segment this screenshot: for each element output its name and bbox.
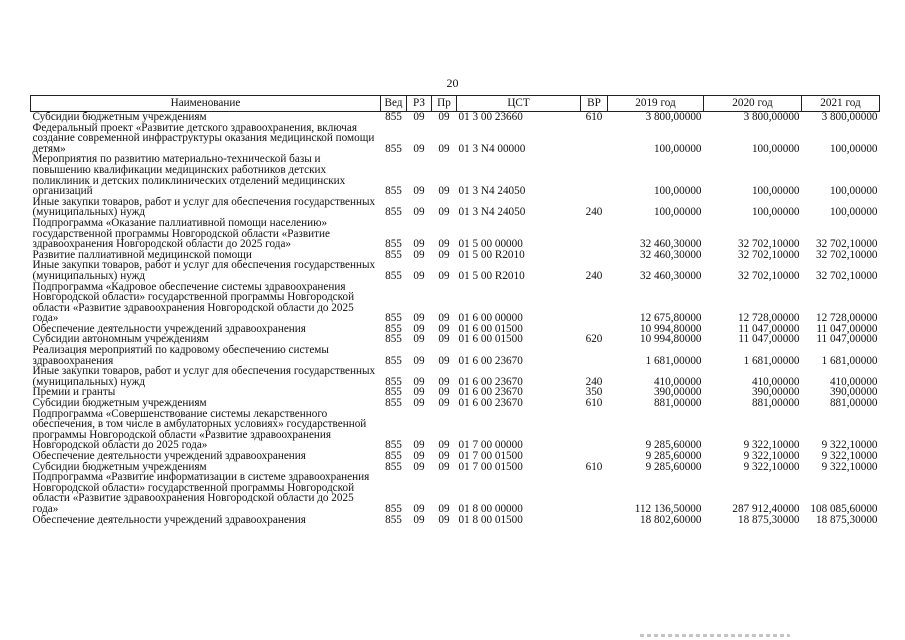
row-pr: 09 <box>438 354 450 367</box>
header-rz: РЗ <box>407 96 432 112</box>
header-vr: ВР <box>581 96 608 112</box>
row-cst: 01 6 00 23670 <box>458 397 523 410</box>
row-cst: 01 3 N4 00000 <box>458 142 526 155</box>
row-vr <box>581 409 608 451</box>
row-2019: 10 994,80000 <box>639 333 702 346</box>
row-ved: 855 <box>385 354 402 367</box>
row-ved: 855 <box>385 312 402 325</box>
row-2019: 3 800,00000 <box>645 111 702 123</box>
row-ved: 855 <box>385 397 402 410</box>
row-2020: 881,00000 <box>751 397 800 410</box>
row-pr: 09 <box>438 450 450 462</box>
table-row <box>31 197 880 218</box>
row-2019: 9 285,60000 <box>645 439 702 452</box>
row-2021: 3 800,00000 <box>821 111 878 123</box>
row-2021: 100,00000 <box>829 142 878 155</box>
row-pr: 09 <box>438 397 450 410</box>
row-vr: 240 <box>585 206 603 219</box>
row-name: Субсидии бюджетным учреждениям <box>32 397 207 410</box>
row-pr: 09 <box>438 502 450 515</box>
table-row <box>31 345 880 366</box>
header-cst: ЦСТ <box>457 96 581 112</box>
row-rz: 09 <box>413 450 425 462</box>
row-2021: 410,00000 <box>829 375 878 388</box>
row-pr: 09 <box>438 142 450 155</box>
row-ved: 855 <box>385 322 402 335</box>
row-2020: 9 322,10000 <box>743 450 800 462</box>
page-number: 20 <box>446 76 459 90</box>
header-row <box>31 96 880 112</box>
row-cst: 01 3 00 23660 <box>458 111 523 123</box>
row-ved: 855 <box>385 502 402 515</box>
row-vr <box>581 250 608 261</box>
row-2020: 100,00000 <box>751 206 800 219</box>
row-ved: 855 <box>385 333 402 346</box>
row-cst: 01 5 00 R2010 <box>458 248 525 261</box>
row-2020: 3 800,00000 <box>743 111 800 123</box>
row-name: Иные закупки товаров, работ и услуг для обеспечения государственных (муниципальных) нужд <box>32 365 376 388</box>
row-name: Обеспечение деятельности учреждений здравоохранения <box>32 450 306 462</box>
header-ved: Вед <box>381 96 407 112</box>
row-ved: 855 <box>385 450 402 462</box>
row-rz: 09 <box>413 185 425 198</box>
row-2019: 18 802,60000 <box>639 513 702 526</box>
row-2019: 100,00000 <box>653 142 702 155</box>
row-vr <box>581 345 608 366</box>
row-vr: 620 <box>585 333 603 346</box>
row-name: Подпрограмма «Развитие информатизации в системе здравоохранения Новгородской области» государственной программы Новгородской области «Развитие здравоохранения Новгородской области до 2025 года» <box>32 471 370 515</box>
row-2020: 32 702,10000 <box>737 248 800 261</box>
row-pr: 09 <box>438 248 450 261</box>
row-rz: 09 <box>413 333 425 346</box>
row-ved: 855 <box>385 111 402 123</box>
row-2020: 390,00000 <box>751 386 800 399</box>
row-rz: 09 <box>413 248 425 261</box>
row-cst: 01 6 00 01500 <box>458 322 523 335</box>
row-name: Реализация мероприятий по кадровому обеспечению системы здравоохранения <box>32 344 329 367</box>
table-row <box>31 154 880 196</box>
row-cst: 01 6 00 23670 <box>458 354 523 367</box>
row-2020: 287 912,40000 <box>732 502 800 515</box>
row-vr: 610 <box>585 397 603 410</box>
row-vr <box>581 472 608 514</box>
table-row <box>31 472 880 514</box>
row-2020: 100,00000 <box>751 142 800 155</box>
row-cst: 01 7 00 00000 <box>458 439 523 452</box>
row-2020: 100,00000 <box>751 185 800 198</box>
table-row <box>31 218 880 250</box>
row-pr: 09 <box>438 238 450 251</box>
table-row <box>31 451 880 462</box>
row-rz: 09 <box>413 386 425 399</box>
row-ved: 855 <box>385 238 402 251</box>
row-2021: 32 702,10000 <box>815 248 878 261</box>
row-ved: 855 <box>385 142 402 155</box>
row-2021: 11 047,00000 <box>816 322 878 335</box>
row-2019: 32 460,30000 <box>639 238 702 251</box>
row-2021: 11 047,00000 <box>816 333 878 346</box>
row-name: Субсидии автономным учреждениям <box>32 333 209 346</box>
row-pr: 09 <box>438 460 450 473</box>
row-2021: 881,00000 <box>829 397 878 410</box>
row-ved: 855 <box>385 269 402 282</box>
row-2021: 32 702,10000 <box>815 238 878 251</box>
row-rz: 09 <box>413 206 425 219</box>
row-rz: 09 <box>413 312 425 325</box>
row-name: Субсидии бюджетным учреждениям <box>32 111 207 123</box>
header-2020: 2020 год <box>704 96 802 112</box>
row-2020: 11 047,00000 <box>738 322 800 335</box>
row-name: Подпрограмма «Оказание паллиативной помощи населению» государственной программы Новгородской области «Развитие здравоохранения Новгородской области до 2025 года» <box>32 216 330 251</box>
row-vr <box>581 515 608 526</box>
row-ved: 855 <box>385 513 402 526</box>
row-vr <box>581 123 608 155</box>
row-cst: 01 8 00 01500 <box>458 513 523 526</box>
row-ved: 855 <box>385 185 402 198</box>
row-vr <box>581 282 608 324</box>
row-pr: 09 <box>438 206 450 219</box>
table-row <box>31 366 880 387</box>
row-2021: 12 728,00000 <box>815 312 878 325</box>
row-2021: 100,00000 <box>829 185 878 198</box>
row-2021: 108 085,60000 <box>810 502 878 515</box>
row-2020: 1 681,00000 <box>743 354 800 367</box>
row-vr: 240 <box>585 269 603 282</box>
row-vr: 350 <box>585 386 603 399</box>
row-rz: 09 <box>413 111 425 123</box>
row-2019: 390,00000 <box>653 386 702 399</box>
row-2021: 390,00000 <box>829 386 878 399</box>
row-rz: 09 <box>413 375 425 388</box>
row-2019: 410,00000 <box>653 375 702 388</box>
row-rz: 09 <box>413 322 425 335</box>
row-name: Иные закупки товаров, работ и услуг для обеспечения государственных (муниципальных) нужд <box>32 195 376 219</box>
row-2021: 9 322,10000 <box>821 450 878 462</box>
row-2021: 9 322,10000 <box>821 439 878 452</box>
row-2020: 18 875,30000 <box>737 513 800 526</box>
header-pr: Пр <box>432 96 457 112</box>
row-cst: 01 6 00 23670 <box>458 386 523 399</box>
row-vr: 610 <box>585 460 603 473</box>
row-ved: 855 <box>385 460 402 473</box>
row-pr: 09 <box>438 333 450 346</box>
row-2019: 100,00000 <box>653 206 702 219</box>
table-row <box>31 260 880 281</box>
row-vr <box>581 154 608 196</box>
row-rz: 09 <box>413 439 425 452</box>
row-2019: 10 994,80000 <box>639 322 702 335</box>
row-2019: 32 460,30000 <box>639 269 702 282</box>
row-name: Развитие паллиативной медицинской помощи <box>32 248 252 261</box>
row-2019: 112 136,50000 <box>634 502 702 515</box>
row-pr: 09 <box>438 312 450 325</box>
row-cst: 01 6 00 00000 <box>458 312 523 325</box>
row-2019: 9 285,60000 <box>645 450 702 462</box>
header-2021: 2021 год <box>802 96 880 112</box>
row-name: Премии и гранты <box>32 386 116 399</box>
row-2019: 12 675,80000 <box>639 312 702 325</box>
row-pr: 09 <box>438 439 450 452</box>
header-name: Наименование <box>31 96 381 112</box>
row-cst: 01 7 00 01500 <box>458 460 523 473</box>
row-cst: 01 5 00 R2010 <box>458 269 525 282</box>
row-cst: 01 6 00 23670 <box>458 375 523 388</box>
row-rz: 09 <box>413 513 425 526</box>
row-name: Мероприятия по развитию материально-технической базы и повышению квалификации медицинских работников детских поликлиник и детских поликлинических отделений медицинских организаций <box>32 153 346 198</box>
row-name: Подпрограмма «Совершенствование системы лекарственного обеспечения, в том числе в амбулаторных условиях» государственной программы Новгородской области «Развитие здравоохранения Новгородской области до 2025 года» <box>32 407 367 452</box>
row-2020: 9 322,10000 <box>743 460 800 473</box>
row-2021: 100,00000 <box>829 206 878 219</box>
row-pr: 09 <box>438 269 450 282</box>
row-2020: 32 702,10000 <box>737 269 800 282</box>
row-rz: 09 <box>413 238 425 251</box>
row-2021: 9 322,10000 <box>821 460 878 473</box>
row-name: Иные закупки товаров, работ и услуг для обеспечения государственных (муниципальных) нужд <box>32 259 376 282</box>
row-rz: 09 <box>413 502 425 515</box>
table-body <box>31 112 880 526</box>
row-ved: 855 <box>385 375 402 388</box>
table-row <box>31 515 880 526</box>
row-cst: 01 6 00 01500 <box>458 333 523 346</box>
row-ved: 855 <box>385 439 402 452</box>
row-rz: 09 <box>413 460 425 473</box>
row-name: Подпрограмма «Кадровое обеспечение системы здравоохранения Новгородской области» государственной программы Новгородской области «Развитие здравоохранения Новгородской области до 2025 года» <box>32 280 355 325</box>
table-row <box>31 282 880 324</box>
row-pr: 09 <box>438 375 450 388</box>
row-rz: 09 <box>413 269 425 282</box>
row-cst: 01 5 00 00000 <box>458 238 523 251</box>
row-name: Обеспечение деятельности учреждений здравоохранения <box>32 322 306 335</box>
row-vr <box>581 451 608 462</box>
row-ved: 855 <box>385 386 402 399</box>
row-2020: 410,00000 <box>751 375 800 388</box>
row-name: Обеспечение деятельности учреждений здравоохранения <box>32 513 306 526</box>
row-2020: 11 047,00000 <box>738 333 800 346</box>
row-2021: 1 681,00000 <box>821 354 878 367</box>
row-cst: 01 3 N4 24050 <box>458 185 526 198</box>
row-pr: 09 <box>438 185 450 198</box>
row-ved: 855 <box>385 206 402 219</box>
row-cst: 01 3 N4 24050 <box>458 206 526 219</box>
row-pr: 09 <box>438 111 450 123</box>
row-name: Субсидии бюджетным учреждениям <box>32 460 207 473</box>
row-vr: 240 <box>585 375 603 388</box>
table-row <box>31 409 880 451</box>
table-row <box>31 123 880 155</box>
row-name: Федеральный проект «Развитие детского здравоохранения, включая создание современной инфраструктуры оказания медицинской помощи детям» <box>32 121 375 155</box>
row-vr <box>581 218 608 250</box>
row-pr: 09 <box>438 322 450 335</box>
row-2020: 32 702,10000 <box>737 238 800 251</box>
row-2020: 9 322,10000 <box>743 439 800 452</box>
budget-table <box>30 95 880 525</box>
row-rz: 09 <box>413 142 425 155</box>
row-ved: 855 <box>385 248 402 261</box>
row-cst: 01 7 00 01500 <box>458 450 523 462</box>
row-pr: 09 <box>438 513 450 526</box>
row-rz: 09 <box>413 354 425 367</box>
row-2019: 1 681,00000 <box>645 354 702 367</box>
row-2021: 18 875,30000 <box>815 513 878 526</box>
row-2020: 12 728,00000 <box>737 312 800 325</box>
row-2021: 32 702,10000 <box>815 269 878 282</box>
row-2019: 9 285,60000 <box>645 460 702 473</box>
header-2019: 2019 год <box>608 96 704 112</box>
row-rz: 09 <box>413 397 425 410</box>
row-2019: 100,00000 <box>653 185 702 198</box>
scan-artifact <box>640 634 790 637</box>
row-2019: 32 460,30000 <box>639 248 702 261</box>
row-vr: 610 <box>585 111 603 123</box>
table-row <box>31 112 880 123</box>
row-2019: 881,00000 <box>653 397 702 410</box>
row-cst: 01 8 00 00000 <box>458 502 523 515</box>
row-pr: 09 <box>438 386 450 399</box>
